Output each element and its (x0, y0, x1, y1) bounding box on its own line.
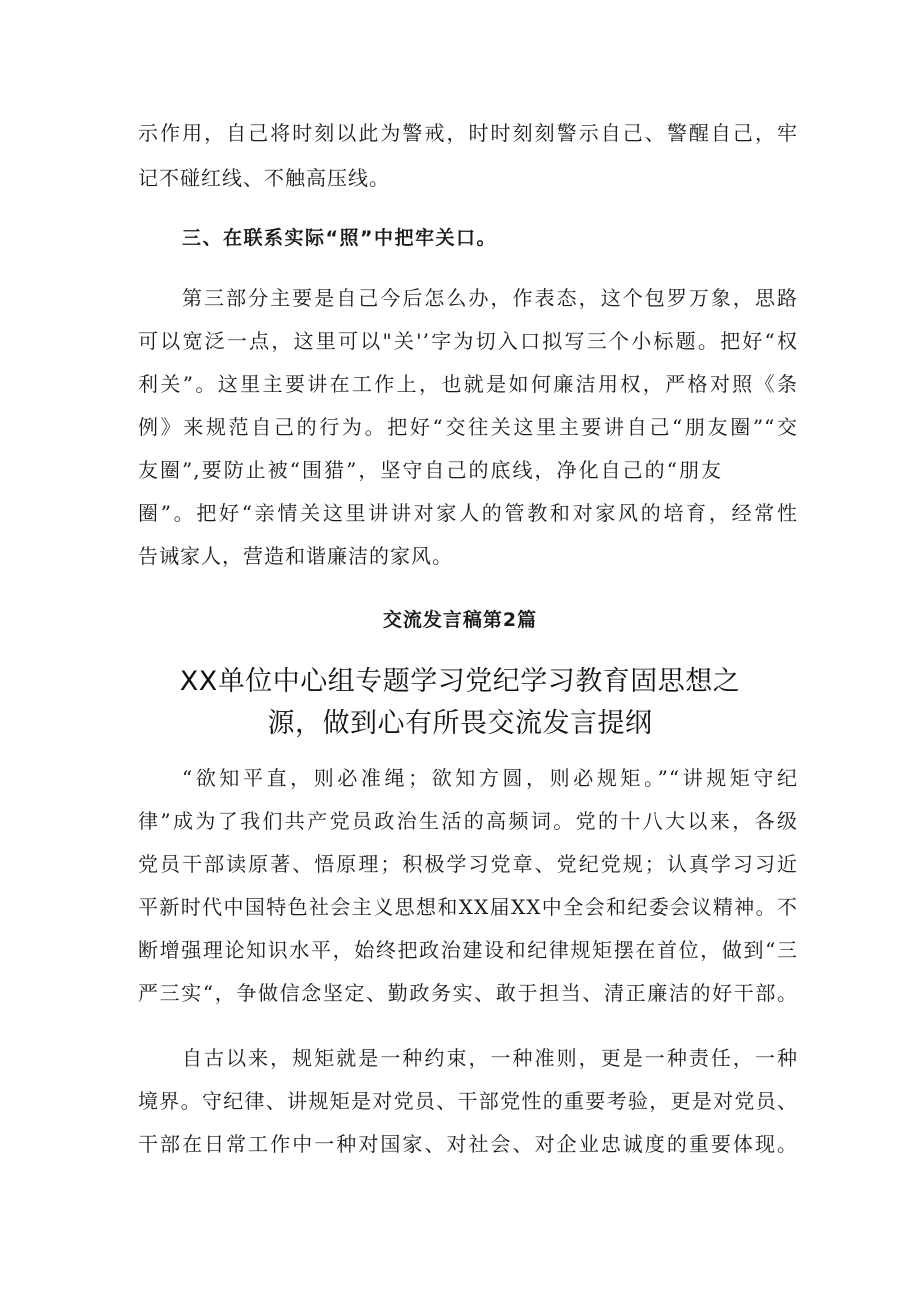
body-line: 断增强理论知识水平，始终把政治建设和纪律规矩摆在首位，做到“三 (138, 938, 798, 962)
article-title-line: 源，做到心有所畏交流发言提纲 (267, 708, 653, 739)
body-line: 干部在日常工作中一种对国家、对社会、对企业忠诚度的重要体现。 (138, 1132, 798, 1156)
article-title-line: XX单位中心组专题学习党纪学习教育固思想之 (179, 666, 741, 697)
body-line: 可以宽泛一点，这里可以"关'’字为切入口拟写三个小标题。把好“权 (138, 329, 798, 353)
body-line: 告诫家人，营造和谐廉洁的家风。 (138, 544, 453, 568)
body-line: 第三部分主要是自己今后怎么办，作表态，这个包罗万象，思路 (182, 286, 798, 310)
body-line: 利关”。这里主要讲在工作上，也就是如何廉洁用权，严格对照《条 (138, 372, 798, 396)
body-line: 律”成为了我们共产党员政治生活的高频词。党的十八大以来，各级 (138, 809, 798, 833)
body-line: 严三实“，争做信念坚定、勤政务实、敢于担当、清正廉洁的好干部。 (138, 981, 798, 1005)
body-line: 圈”。把好“亲情关这里讲讲对家人的管教和对家风的培育，经常性 (138, 501, 798, 525)
body-line: “欲知平直，则必准绳；欲知方圆，则必规矩。”“讲规矩守纪 (182, 766, 798, 790)
body-line: 友圈”,要防止被“围猎”，坚守自己的底线，净化自己的“朋友 (138, 458, 722, 482)
body-line: 境界。守纪律、讲规矩是对党员、干部党性的重要考验，更是对党员、 (138, 1089, 798, 1113)
body-line: 示作用，自己将时刻以此为警戒，时时刻刻警示自己、警醒自己，牢 (138, 121, 798, 145)
section-heading: 三、在联系实际“照”中把牢关口。 (182, 227, 497, 249)
body-line: 例》来规范自己的行为。把好“交往关这里主要讲自己“朋友圈”“交 (138, 415, 798, 439)
body-line: 自古以来，规矩就是一种约束，一种准则，更是一种责任，一种 (182, 1046, 798, 1070)
body-line: 党员干部读原著、悟原理；积极学习党章、党纪党规；认真学习习近 (138, 852, 798, 876)
article-subtitle: 交流发言稿第2篇 (382, 609, 538, 631)
body-line: 记不碰红线、不触高压线。 (138, 166, 390, 190)
body-line: 平新时代中国特色社会主义思想和XX届XX中全会和纪委会议精神。不 (138, 895, 798, 919)
